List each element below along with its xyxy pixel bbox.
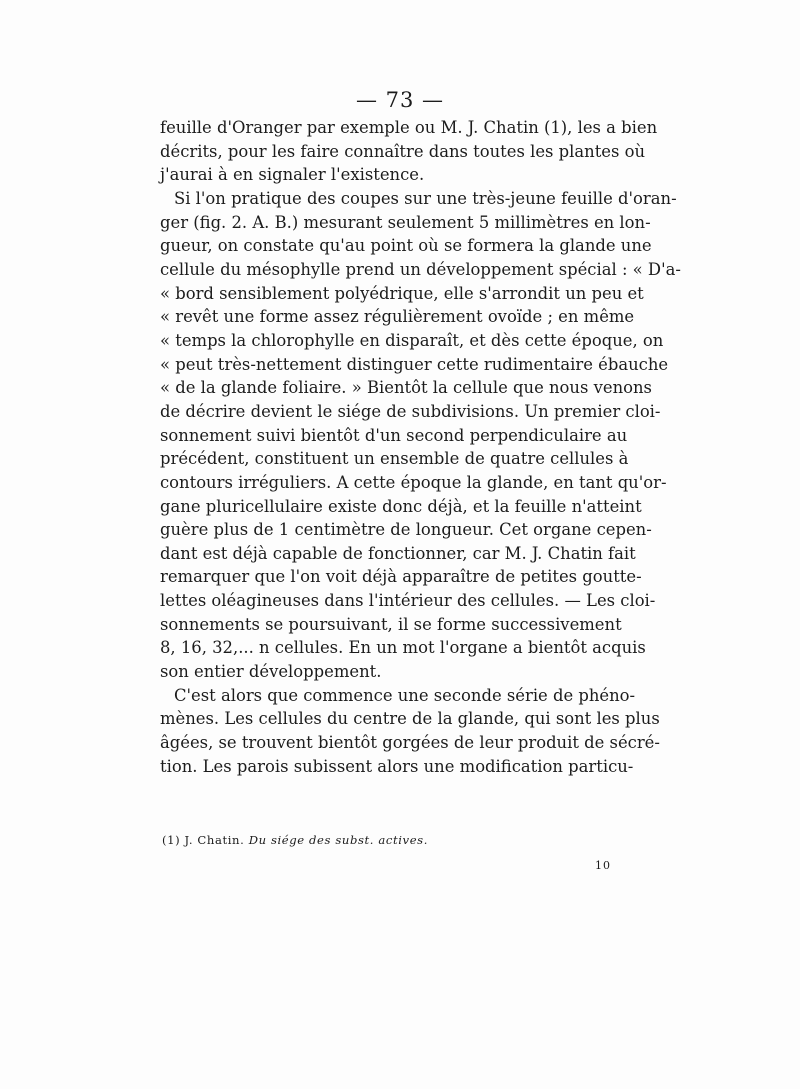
footnote [162,833,428,847]
text-line: « peut très-nettement distinguer cette rudimentaire ébauche [160,354,669,374]
paragraph-1 [160,116,658,187]
text-line: C'est alors que commence une seconde série de phéno- [174,685,636,705]
text-line: sonnement suivi bientôt d'un second perpendiculaire au [160,425,628,445]
paragraph-3 [160,684,660,779]
text-line: de décrire devient le siége de subdivisions. Un premier cloi- [160,401,661,421]
text-line: Si l'on pratique des coupes sur une très-jeune feuille d'oran- [174,188,677,208]
text-line: guère plus de 1 centimètre de longueur. Cet organe cepen- [160,520,652,540]
text-line: cellule du mésophylle prend un développement spécial : « D'a- [160,259,681,279]
text-line: lettes oléagineuses dans l'intérieur des cellules. — Les cloi- [160,591,656,611]
text-line: « bord sensiblement polyédrique, elle s'arrondit un peu et [160,283,644,303]
text-line: tion. Les parois subissent alors une modification particu- [160,756,634,776]
text-line: « de la glande foliaire. » Bientôt la cellule que nous venons [160,378,652,398]
text-line: âgées, se trouvent bientôt gorgées de leur produit de sécré- [160,733,660,753]
footnote-reference: (1) J. Chatin. [162,833,245,847]
page-number: — 73 — [355,88,445,112]
text-line: j'aurai à en signaler l'existence. [160,165,425,185]
text-line: dant est déjà capable de fonctionner, car M. J. Chatin fait [160,543,636,563]
body-text [160,116,681,778]
text-line: sonnements se poursuivant, il se forme successivement [160,614,622,634]
text-line: décrits, pour les faire connaître dans toutes les plantes où [160,141,646,161]
text-line: contours irréguliers. A cette époque la glande, en tant qu'or- [160,472,667,492]
text-line: ger (fig. 2. A. B.) mesurant seulement 5 millimètres en lon- [160,212,651,232]
text-line: feuille d'Oranger par exemple ou M. J. Chatin (1), les a bien [160,118,658,137]
text-line: gane pluricellulaire existe donc déjà, et la feuille n'atteint [160,496,642,516]
text-line: 8, 16, 32,... n cellules. En un mot l'organe a bientôt acquis [160,638,646,658]
text-line: remarquer que l'on voit déjà apparaître de petites goutte- [160,567,642,587]
text-line: précédent, constituent un ensemble de quatre cellules à [160,449,629,469]
text-line: mènes. Les cellules du centre de la glande, qui sont les plus [160,709,660,729]
text-line: son entier développement. [160,662,382,682]
footnote-title: Du siége des subst. actives. [248,833,428,847]
text-line: « revêt une forme assez régulièrement ovoïde ; en même [160,307,635,327]
signature-mark: 10 [595,859,611,872]
text-line: gueur, on constate qu'au point où se formera la glande une [160,236,652,256]
text-line: « temps la chlorophylle en disparaît, et dès cette époque, on [160,330,664,350]
paragraph-2 [160,187,681,684]
